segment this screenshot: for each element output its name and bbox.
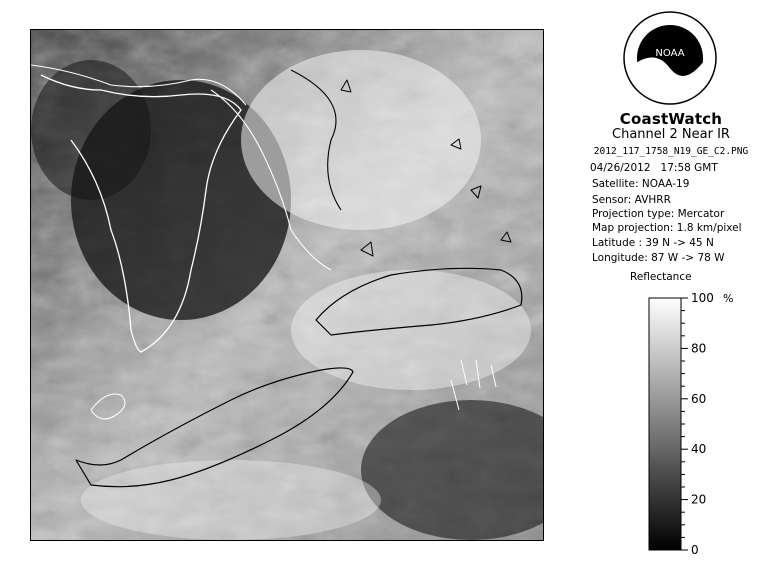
scale-label: Reflectance <box>630 271 692 283</box>
satellite-info: Satellite: NOAA-19 <box>592 178 690 190</box>
bright-clouds-ontario <box>291 270 531 390</box>
time-value: 17:58 GMT <box>660 162 718 174</box>
scale-tick-label: 40 <box>691 442 707 457</box>
scale-tick-label: 80 <box>691 341 707 356</box>
scale-unit: % <box>723 292 734 305</box>
scale-tick-label: 20 <box>691 492 707 507</box>
logo-text: NOAA <box>655 48 685 59</box>
scale-tick-label: 100 <box>691 291 714 305</box>
date-value: 04/26/2012 <box>590 162 651 174</box>
scale-tick-label: 0 <box>691 543 699 557</box>
bright-clouds-south <box>81 460 381 540</box>
longitude-info: Longitude: 87 W -> 78 W <box>592 252 725 264</box>
map-projection-info: Map projection: 1.8 km/pixel <box>592 222 742 234</box>
scale-bar <box>649 298 681 550</box>
reflectance-image <box>31 30 543 540</box>
agency-title: CoastWatch <box>619 110 723 128</box>
reflectance-color-scale <box>560 290 782 560</box>
noaa-logo <box>622 10 718 106</box>
satellite-image-map <box>30 29 544 541</box>
file-name: 2012_117_1758_N19_GE_C2.PNG <box>593 146 749 157</box>
sensor-info: Sensor: AVHRR <box>592 194 671 206</box>
channel-label: Channel 2 Near IR <box>612 127 730 142</box>
dark-area-northwest <box>31 60 151 200</box>
date-time <box>590 162 718 174</box>
latitude-info: Latitude : 39 N -> 45 N <box>592 237 714 249</box>
bright-clouds-north <box>241 50 481 230</box>
projection-type-info: Projection type: Mercator <box>592 208 725 220</box>
scale-ticks <box>681 291 714 557</box>
scale-tick-label: 60 <box>691 391 707 406</box>
